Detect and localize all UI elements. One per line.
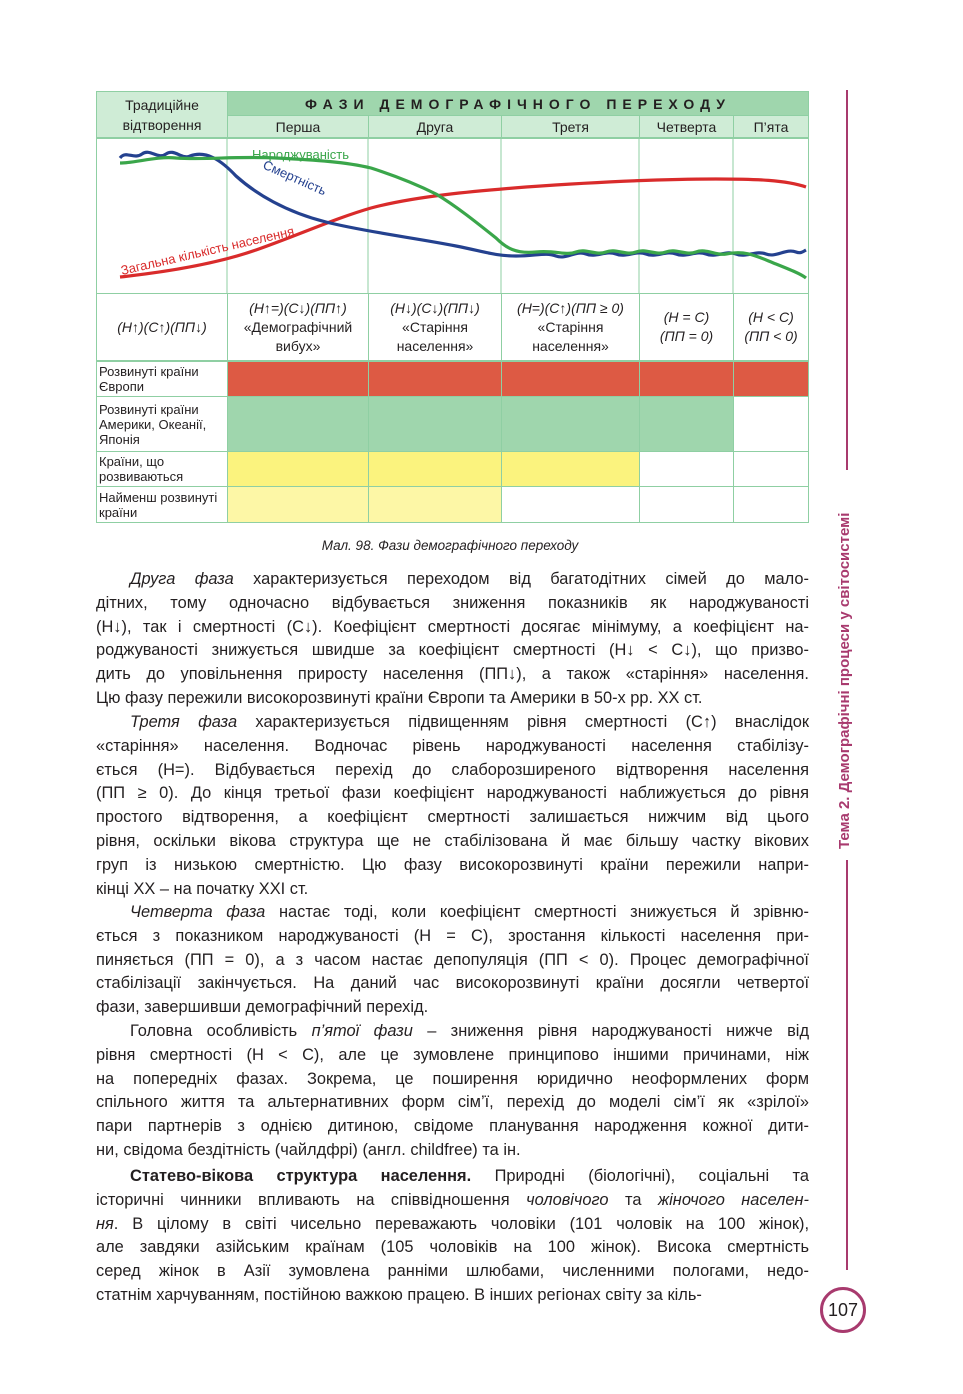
row-phase-cell <box>733 396 809 452</box>
notation-phase-5: (Н < С) (ПП < 0) <box>733 293 809 361</box>
text-line: але завдяки азійським країнам (105 чоловіків на 100 жінок). Висока смертність <box>96 1238 809 1257</box>
text-line: кінці ХХ – на початку ХХІ ст. <box>96 879 309 898</box>
population-label: Загальна кількість населення <box>119 223 296 278</box>
paragraph-third-phase <box>96 711 809 901</box>
row-label: Країни, що розвиваються <box>96 451 228 487</box>
row-phase-cell <box>501 451 640 487</box>
paragraph-sex-age-structure <box>96 1165 809 1308</box>
row-phase-cell <box>639 361 734 397</box>
page-number: 107 <box>820 1287 866 1333</box>
notation-phase-1: (Н↑=)(С↓)(ПП↑) «Демографічний вибух» <box>227 293 369 361</box>
phases-title: ФАЗИ ДЕМОГРАФІЧНОГО ПЕРЕХОДУ <box>227 91 809 116</box>
side-rail-bottom <box>846 860 848 1270</box>
text-line: Головна особливість п’ятої фази – зниження рівня народжуваності нижче від <box>130 1022 810 1040</box>
text-line: рівня, оскільки вікова структура ще не стабілізована й має більшу частку вікових <box>96 831 809 850</box>
demographic-transition-figure <box>96 91 809 523</box>
header-traditional: Традиційне відтворення <box>96 91 228 138</box>
row-phase-cell <box>733 361 809 397</box>
row-phase-cell <box>368 361 502 397</box>
text-line: історичні чинники впливають на співвідношення чоловічого та жіночого населен- <box>96 1190 809 1209</box>
paragraph-fourth-phase <box>96 901 809 1020</box>
text-line: Статево-вікова структура населення. Природні (біологічні), соціальні та <box>130 1167 809 1185</box>
row-phase-cell <box>368 451 502 487</box>
text-line: роджуваності знижується швидше за коефіцієнт смертності (Н↓ < С↓), що призво- <box>96 641 809 660</box>
text-line: ється (Н=). Відбувається перехід до слаборозширеного відтворення населення <box>96 760 809 779</box>
row-phase-cell <box>639 396 734 452</box>
text-line: (ПП ≥ 0). До кінця третьої фази коефіцієнт народжуваності наближується до рівня <box>96 784 809 803</box>
notation-phase-3: (Н=)(С↑)(ПП ≥ 0) «Старіння населення» <box>501 293 640 361</box>
text-line: Третя фаза характеризується підвищенням рівня смертності (С↑) внаслідок <box>130 713 810 731</box>
phase-name-2: Друга <box>368 115 502 138</box>
death-label: Смертність <box>260 157 329 199</box>
text-line: Друга фаза характеризується переходом від багатодітних сімей до мало- <box>130 570 809 588</box>
text-line: спільного життя та альтернативних форм сім’ї, перехід до моделі сім’ї як «зрілої» <box>96 1093 809 1112</box>
row-phase-cell <box>501 486 640 523</box>
row-phase-cell <box>227 451 369 487</box>
transition-chart <box>96 138 809 294</box>
row-phase-cell <box>733 486 809 523</box>
phase-name-5: П’ята <box>733 115 809 138</box>
row-phase-cell <box>368 486 502 523</box>
text-line: дить до уповільнення приросту населення (ПП↓), а також «старіння» населення. <box>96 665 809 684</box>
figure-caption: Мал. 98. Фази демографічного переходу <box>321 538 579 553</box>
text-line: ня. В цілому в світі чисельно переважають чоловіки (101 чоловік на 100 жінок), <box>96 1214 809 1233</box>
text-line: серед жінок в Азії зумовлена ранніми шлюбами, численними пологами, недо- <box>96 1262 809 1281</box>
phase-name-1: Перша <box>227 115 369 138</box>
text-line: Цю фазу пережили високорозвинуті країни Європи та Америки в 50-х рр. ХХ ст. <box>96 688 703 707</box>
side-rail-top <box>846 90 848 470</box>
notation-phase-4: (Н = С) (ПП = 0) <box>639 293 734 361</box>
row-label: Розвинуті країни Америки, Океанії, Японія <box>96 396 228 452</box>
row-phase-cell <box>227 396 369 452</box>
row-phase-cell <box>368 396 502 452</box>
text-line: Четверта фаза настає тоді, коли коефіцієнт смертності знижується й зрівню- <box>130 903 809 921</box>
text-line: пиняється (ПП = 0), а з часом настає депопуляція (ПП < 0). Процес демографічної <box>96 950 809 969</box>
row-phase-cell <box>501 396 640 452</box>
row-phase-cell <box>639 451 734 487</box>
row-phase-cell <box>227 361 369 397</box>
text-line: рівня смертності (Н < С), але це зумовлене принципово іншими причинами, ніж <box>96 1045 809 1064</box>
row-phase-cell <box>501 361 640 397</box>
row-phase-cell <box>733 451 809 487</box>
text-line: ни, свідома бездітність (чайлдфрі) (англ. childfree) та ін. <box>96 1140 521 1159</box>
notation-phase-2: (Н↓)(С↓)(ПП↓) «Старіння населення» <box>368 293 502 361</box>
text-line: «старіння» населення. Водночас рівень народжуваності населення стабілізу- <box>96 736 809 755</box>
text-line: простого відтворення, а коефіцієнт смертності залишається нижчим від цього <box>96 808 809 827</box>
text-line: стабілізації закінчується. На даний час високорозвинуті країни досягли четвертої <box>96 974 809 993</box>
row-phase-cell <box>227 486 369 523</box>
paragraph-fifth-phase <box>96 1020 809 1163</box>
text-line: статнім харчуванням, постійною важкою працею. В інших регіонах світу за кіль- <box>96 1285 702 1304</box>
text-line: пари партнерів з однією дитиною, свідоме планування народження кожної дити- <box>96 1117 809 1136</box>
text-line: (Н↓), так і смертності (С↓). Коефіцієнт смертності досягає мінімуму, а коефіцієнт на- <box>96 617 809 636</box>
text-line: груп із низькою смертністю. Цю фазу високорозвинуті країни пережили напри- <box>96 855 809 874</box>
phase-name-4: Четверта <box>639 115 734 138</box>
row-label: Розвинуті країни Європи <box>96 361 228 397</box>
text-line: фази, завершивши демографічний перехід. <box>96 998 429 1017</box>
birth-label: Народжуваність <box>252 147 350 162</box>
side-topic-title: Тема 2. Демографічні процеси у світосистемі <box>836 512 853 849</box>
row-phase-cell <box>639 486 734 523</box>
row-label: Найменш розвинуті країни <box>96 486 228 523</box>
text-line: ється з показником народжуваності (Н = С), зростання кількості населення при- <box>96 926 809 945</box>
phase-name-3: Третя <box>501 115 640 138</box>
text-line: на попередніх фазах. Зокрема, це поширення юридично неоформлених форм <box>96 1069 809 1088</box>
paragraph-second-phase <box>96 568 809 711</box>
text-line: дітних, тому одночасно відбувається зниження показників як народжуваності <box>96 593 809 612</box>
notation-traditional: (Н↑)(С↑)(ПП↓) <box>96 293 228 361</box>
